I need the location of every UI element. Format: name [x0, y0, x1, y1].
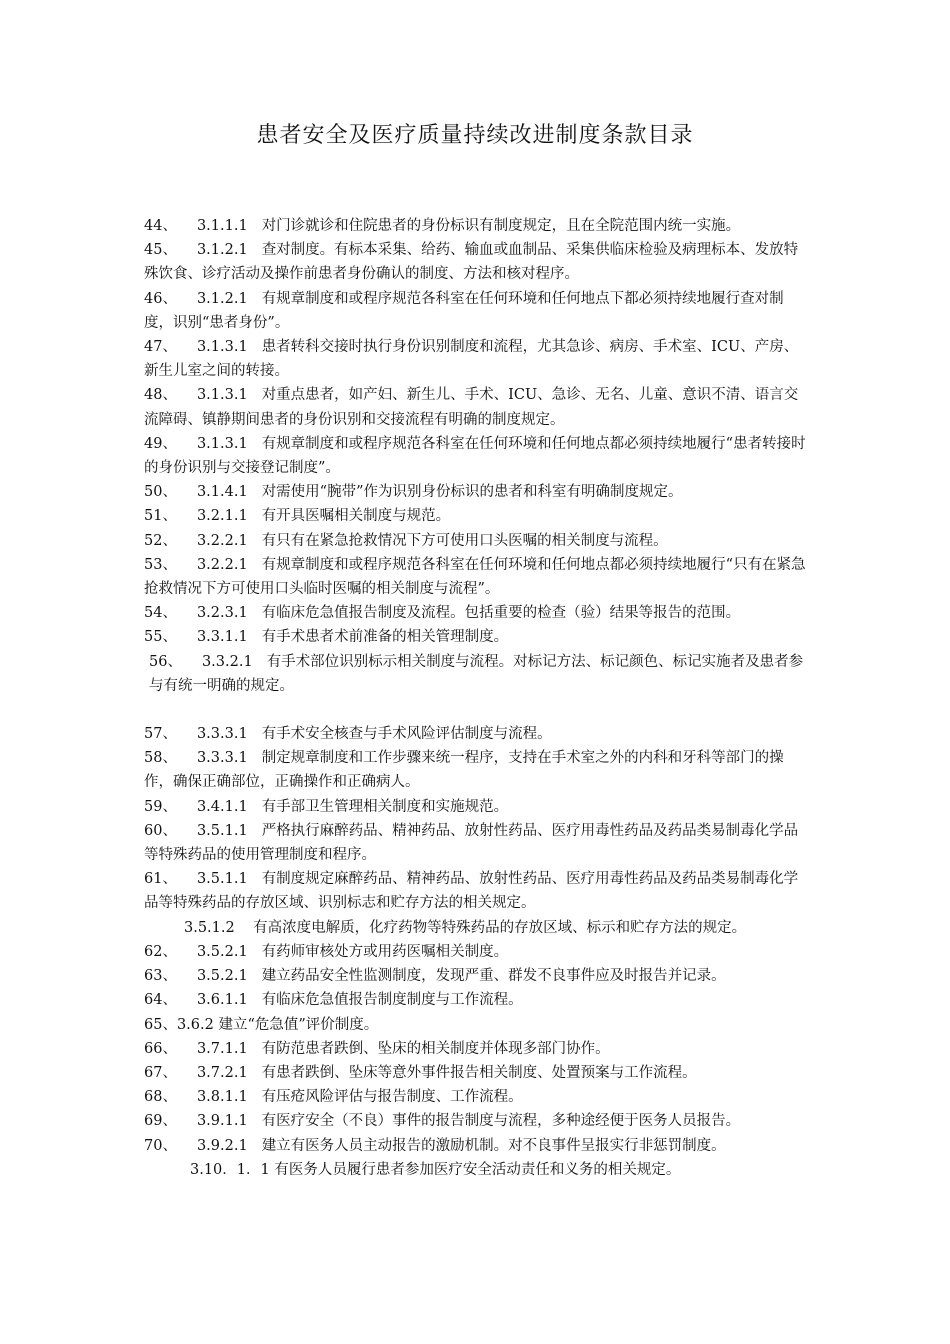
list-item: 3.5.1.2 有高浓度电解质，化疗药物等特殊药品的存放区域、标示和贮存方法的规定。 — [184, 919, 747, 936]
list-item: 54、 3.2.3.1 有临床危急值报告制度及流程。包括重要的检查（验）结果等报告的范围。 — [144, 605, 741, 622]
list-item: 57、 3.3.3.1 有手术安全核查与手术风险评估制度与流程。 — [144, 726, 552, 743]
list-item: 56、 3.3.2.1 有手术部位识别标示相关制度与流程。对标记方法、标记颜色、标记实施者及患者参与有统一明确的规定。 — [149, 653, 804, 694]
list-item: 65、3.6.2 建立“危急值”评价制度。 — [144, 1016, 379, 1033]
list-item: 53、 3.2.2.1 有规章制度和或程序规范各科室在任何环境和任何地点都必须持续地履行“只有在紧急抢救情况下方可使用口头临时医嘱的相关制度与流程”。 — [144, 556, 806, 598]
list-item: 69、 3.9.1.1 有医疗安全（不良）事件的报告制度与流程，多种途经便于医务人员报告。 — [144, 1113, 741, 1130]
list-item: 63、 3.5.2.1 建立药品安全性监测制度，发现严重、群发不良事件应及时报告并记录。 — [144, 968, 726, 985]
list-item: 47、 3.1.3.1 患者转科交接时执行身份识别制度和流程，尤其急诊、病房、手术室、ICU、产房、新生儿室之间的转接。 — [144, 339, 799, 380]
list-item: 64、 3.6.1.1 有临床危急值报告制度制度与工作流程。 — [144, 992, 523, 1009]
list-item: 51、 3.2.1.1 有开具医嘱相关制度与规范。 — [144, 508, 451, 525]
blank-line — [144, 698, 809, 722]
page-title: 患者安全及医疗质量持续改进制度条款目录 — [256, 123, 694, 148]
list-item: 45、 3.1.2.1 查对制度。有标本采集、给药、输血或血制品、采集供临床检验及病理标本、发放特殊饮食、诊疗活动及操作前患者身份确认的制度、方法和核对程序。 — [144, 242, 799, 283]
list-item: 3.10．1．1 有医务人员履行患者参加医疗安全活动责任和义务的相关规定。 — [190, 1161, 681, 1178]
list-item: 68、 3.8.1.1 有压疮风险评估与报告制度、工作流程。 — [144, 1089, 523, 1106]
clause-list — [144, 214, 809, 1182]
list-item: 50、 3.1.4.1 对需使用“腕带”作为识别身份标识的患者和科室有明确制度规定。 — [144, 484, 683, 501]
list-item: 55、 3.3.1.1 有手术患者术前准备的相关管理制度。 — [144, 629, 509, 646]
list-item: 46、 3.1.2.1 有规章制度和或程序规范各科室在任何环境和任何地点下都必须持续地履行查对制度，识别“患者身份”。 — [144, 290, 784, 331]
list-item: 48、 3.1.3.1 对重点患者，如产妇、新生儿、手术、ICU、急诊、无名、儿童、意识不清、语言交流障碍、镇静期间患者的身份识别和交接流程有明确的制度规定。 — [144, 387, 799, 428]
list-item: 70、 3.9.2.1 建立有医务人员主动报告的激励机制。对不良事件呈报实行非惩罚制度。 — [144, 1137, 726, 1154]
list-item: 62、 3.5.2.1 有药师审核处方或用药医嘱相关制度。 — [144, 943, 509, 960]
list-item: 60、 3.5.1.1 严格执行麻醉药品、精神药品、放射性药品、医疗用毒性药品及药品类易制毒化学品等特殊药品的使用管理制度和程序。 — [144, 822, 799, 864]
list-item: 61、 3.5.1.1 有制度规定麻醉药品、精神药品、放射性药品、医疗用毒性药品及药品类易制毒化学品等特殊药品的存放区域、识别标志和贮存方法的相关规定。 — [144, 871, 799, 912]
list-item: 66、 3.7.1.1 有防范患者跌倒、坠床的相关制度并体现多部门协作。 — [144, 1040, 610, 1057]
list-item: 52、 3.2.2.1 有只有在紧急抢救情况下方可使用口头医嘱的相关制度与流程。 — [144, 532, 668, 549]
list-item: 58、 3.3.3.1 制定规章制度和工作步骤来统一程序，支持在手术室之外的内科和牙科等部门的操作，确保正确部位，正确操作和正确病人。 — [144, 750, 784, 791]
list-item: 59、 3.4.1.1 有手部卫生管理相关制度和实施规范。 — [144, 798, 509, 815]
list-item: 67、 3.7.2.1 有患者跌倒、坠床等意外事件报告相关制度、处置预案与工作流程。 — [144, 1064, 697, 1081]
list-item: 49、 3.1.3.1 有规章制度和或程序规范各科室在任何环境和任何地点都必须持续地履行“患者转接时的身份识别与交接登记制度”。 — [144, 435, 806, 477]
list-item: 44、 3.1.1.1 对门诊就诊和住院患者的身份标识有制度规定，且在全院范围内统一实施。 — [144, 218, 741, 234]
